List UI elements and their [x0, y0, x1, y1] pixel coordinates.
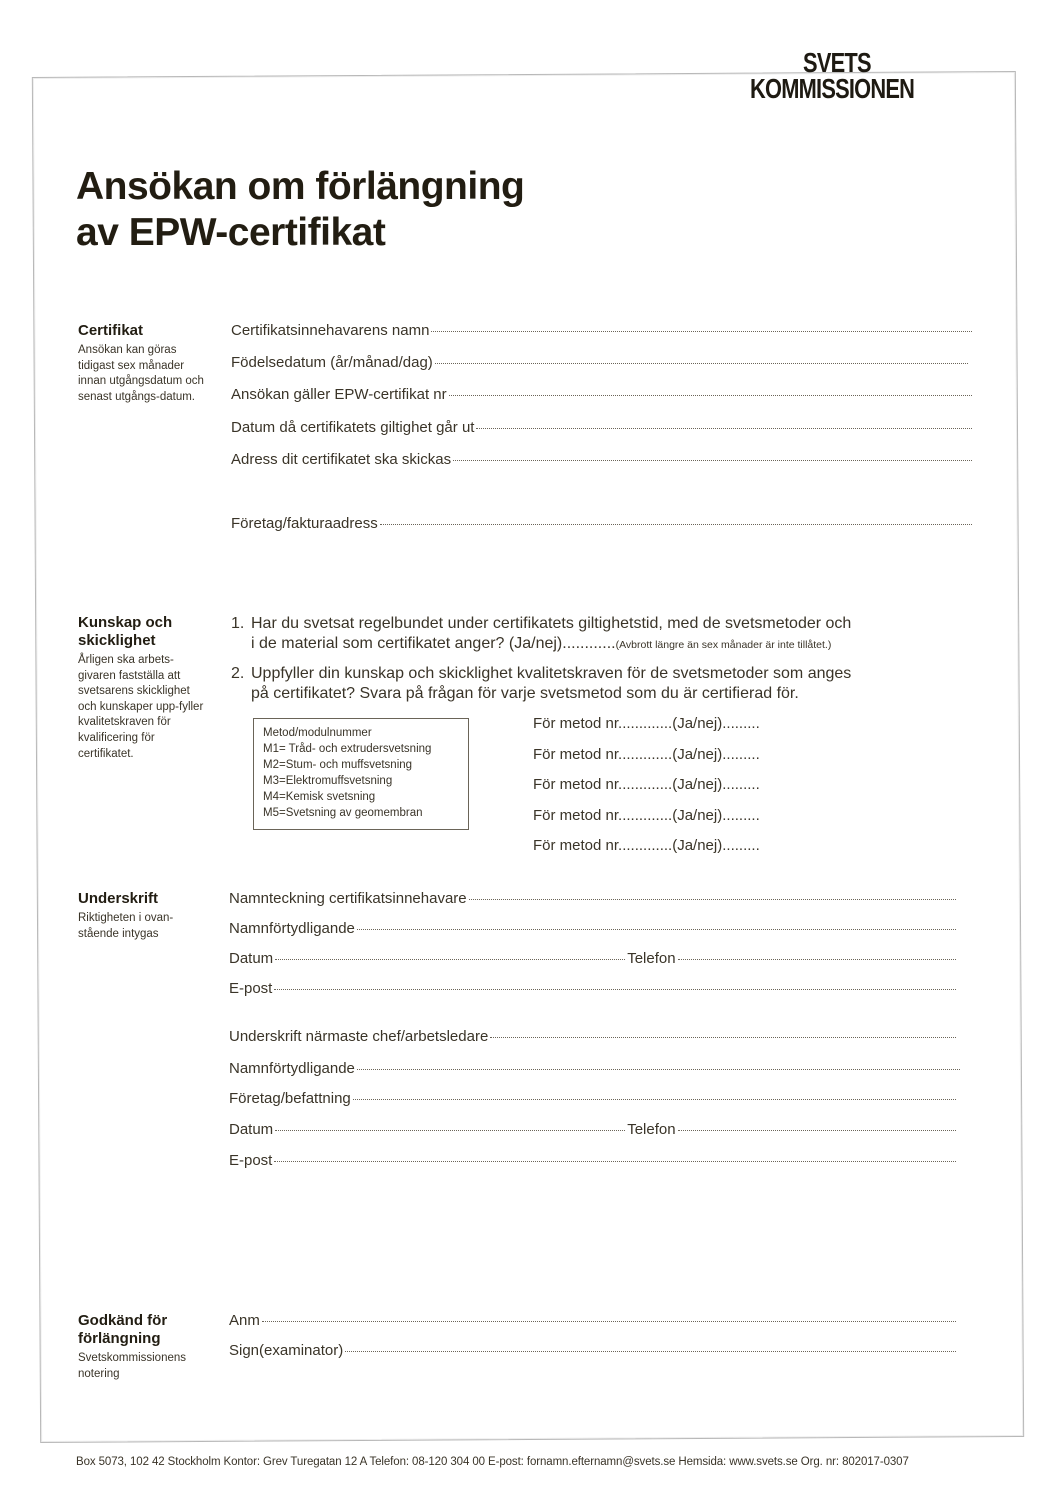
- method-answer-line[interactable]: För metod nr.............(Ja/nej).........: [533, 746, 760, 763]
- field-holder-name[interactable]: Certifikatsinnehavarens namn: [231, 322, 972, 339]
- svetskommissionen-logo: SVETS KOMMISSIONEN: [750, 47, 915, 104]
- section-kunskap-label: [78, 614, 206, 762]
- method-list-box: Metod/modulnummer M1= Tråd- och extrudersvetsning M2=Stum- och muffsvetsning M3=Elektromuffsvetsning M4=Kemisk svetsning M5=Svetsning av geomembran: [253, 718, 469, 830]
- section-heading: Godkänd för förlängning: [78, 1312, 168, 1347]
- field-examiner-signature[interactable]: Sign(examinator): [229, 1342, 956, 1359]
- method-answer-line[interactable]: För metod nr.............(Ja/nej).........: [533, 776, 760, 793]
- method-answer-line[interactable]: För metod nr.............(Ja/nej).........: [533, 715, 760, 732]
- field-holder-name-clarification[interactable]: Namnförtydligande: [229, 920, 956, 937]
- field-holder-date-phone[interactable]: Datum Telefon: [229, 950, 956, 967]
- method-answer-line[interactable]: För metod nr.............(Ja/nej).........: [533, 807, 760, 824]
- field-company-invoice-address-line2[interactable]: [231, 547, 972, 560]
- field-manager-name-clarification[interactable]: Namnförtydligande: [229, 1060, 960, 1077]
- section-godkand-label: [78, 1312, 206, 1382]
- section-description: Årligen ska arbets-givaren fastställa att svetsarens skicklighet och kunskaper upp-fyller kvalitetskraven för kvalificering för certifikatet.: [78, 654, 204, 760]
- section-description: Ansökan kan göras tidigast sex månader innan utgångsdatum och senast utgångs-datum.: [78, 344, 204, 403]
- field-holder-email[interactable]: E-post: [229, 980, 956, 997]
- field-holder-signature[interactable]: Namnteckning certifikatsinnehavare: [229, 890, 956, 907]
- section-underskrift-label: [78, 890, 206, 942]
- section-certifikat-label: [78, 322, 206, 405]
- field-delivery-address[interactable]: Adress dit certifikatet ska skickas: [231, 451, 972, 468]
- question-1: 1. Har du svetsat regelbundet under certifikatets giltighetstid, med de svetsmetoder och i de material som certifikatet anger? (Ja/nej)............(Avbrott längre än sex månader är inte tillåtet.): [231, 615, 852, 652]
- field-manager-signature[interactable]: Underskrift närmaste chef/arbetsledare: [229, 1028, 956, 1045]
- field-manager-company-title[interactable]: Företag/befattning: [229, 1090, 956, 1107]
- field-anm[interactable]: Anm: [229, 1312, 956, 1329]
- method-answer-line[interactable]: För metod nr.............(Ja/nej).........: [533, 837, 760, 854]
- section-description: Svetskommissionens notering: [78, 1352, 187, 1380]
- field-company-invoice-address[interactable]: Företag/fakturaadress: [231, 515, 972, 532]
- section-heading: Certifikat: [78, 322, 144, 339]
- section-heading: Kunskap och skicklighet: [78, 614, 173, 649]
- field-delivery-address-line2[interactable]: [231, 483, 972, 496]
- field-certificate-number[interactable]: Ansökan gäller EPW-certifikat nr: [231, 386, 972, 403]
- field-manager-email[interactable]: E-post: [229, 1152, 956, 1169]
- field-expiry-date[interactable]: Datum då certifikatets giltighet går ut: [231, 419, 972, 436]
- question-2: 2. Uppfyller din kunskap och skicklighet kvalitetskraven för de svetsmetoder som anges på certifikatet? Svara på frågan för varje svetsmetod som du är certifierad för.: [231, 665, 852, 702]
- page-title: Ansökan om förlängning av EPW-certifikat: [76, 165, 525, 254]
- field-manager-date-phone[interactable]: Datum Telefon: [229, 1121, 956, 1138]
- field-birth-date[interactable]: Födelsedatum (år/månad/dag): [231, 354, 968, 371]
- section-description: Riktigheten i ovan-stående intygas: [78, 912, 174, 940]
- footer-contact-info: Box 5073, 102 42 Stockholm Kontor: Grev Turegatan 12 A Telefon: 08-120 304 00 E-post: fornamn.efternamn@svets.se Hemsida: www.svets.se Org. nr: 802017-0307: [76, 1456, 909, 1468]
- section-heading: Underskrift: [78, 890, 159, 907]
